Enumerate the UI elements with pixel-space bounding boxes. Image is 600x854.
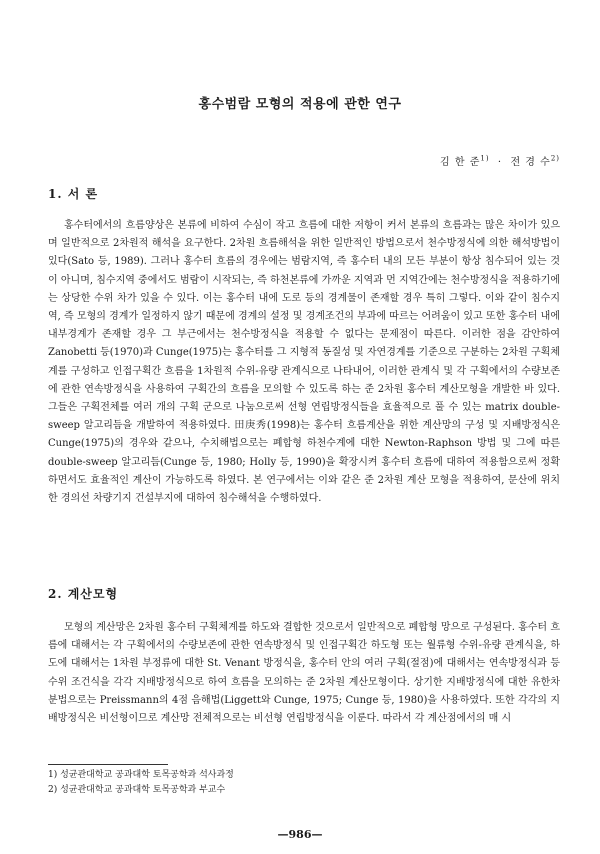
- introduction-text: 홍수터에서의 흐름양상은 본류에 비하여 수심이 작고 흐름에 대한 저항이 커서 본류의 흐름과는 많은 차이가 있으며 일반적으로 2차원적 해석을 요구한다. 2차원 흐름해석을 위한 일반적인 방법으로서 천수방정식에 의한 해석방법이 있다(Sato 등, 1989). 그러나 홍수터 흐름의 경우에는 범람지역, 즉 홍수터 내의 모든 부분이 항상 침수되어 있는 것이 아니며, 침수지역 중에서도 범람이 시작되는, 즉 하천본류에 가까운 지역과 먼 지역간에는 천수방정식을 적용하기에는 상당한 수위 차가 있을 수 있다. 이는 홍수터 내에 도로 등의 경계물이 존재할 경우 특히 그렇다. 이와 같이 침수지역, 즉 모형의 경계가 일정하지 않기 때문에 경계의 설정 및 경계조건의 부과에 따르는 어려움이 있고 또한 홍수터 내에 내부경계가 존재할 경우 그 부근에서는 천수방정식을 적용할 수 없다는 문제점이 따른다. 이러한 점을 감안하여 Zanobetti 등(1970)과 Cunge(1975)는 홍수터를 그 지형적 동질성 및 자연경계를 기준으로 구분하는 2차원 구획체계를 구성하고 인접구획간 흐름을 1차원적 수위-유량 관계식으로 나타내어, 이러한 관계식 및 각 구획에서의 수량보존에 관한 연속방정식을 사용하여 구획간의 흐름을 모의할 수 있도록 하는 준 2차원 홍수터 계산모형을 개발한 바 있다. 그들은 구획전체를 여러 개의 구획 군으로 나눔으로써 선형 연립방정식들을 효율적으로 풀 수 있는 matrix double-sweep 알고리듬을 개발하여 적용하였다. 田庚秀(1998)는 홍수터 흐름계산을 위한 계산망의 구성 및 지배방정식은 Cunge(1975)의 경우와 같으나, 수치해법으로는 폐합형 하천수계에 대한 Newton-Raphson 방법 및 그에 따른 double-sweep 알고리듬(Cunge 등, 1980; Holly 등, 1990)을 확장시켜 홍수터 흐름에 대하여 적용함으로써 정확하면서도 효율적인 계산이 가능하도록 하였다. 본 연구에서는 이와 같은 준 2차원 계산 모형을 적용하여, 문산에 위치한 경의선 차량기지 건설부지에 대하여 침수해석을 수행하였다.: [48, 220, 560, 505]
- section-heading-model: 2. 계산모형: [48, 587, 119, 601]
- footnote-1: 1) 성균관대학교 공과대학 토목공학과 석사과정: [48, 770, 234, 780]
- author-separator: ·: [497, 157, 503, 168]
- page-number: —986—: [277, 828, 323, 841]
- paper-title: 홍수범람 모형의 적용에 관한 연구: [198, 97, 402, 112]
- footnotes: [48, 768, 234, 798]
- section-heading-introduction: 1. 서 론: [48, 187, 99, 201]
- author-line: [440, 153, 560, 168]
- section-introduction-paragraph: [48, 217, 560, 508]
- model-text: 모형의 계산망은 2차원 홍수터 구획체계를 하도와 결합한 것으로서 일반적으로 폐합형 망으로 구성된다. 홍수터 흐름에 대해서는 각 구획에서의 수량보존에 관한 연속방정식 및 인접구획간 하도형 또는 월류형 수위-유량 관계식을, 하도에 대해서는 1차원 부정류에 대한 St. Venant 방정식을, 홍수터 안의 여러 구획(절점)에 대해서는 연속방정식과 등수위 조건식을 각각 지배방정식으로 하여 흐름을 모의하는 준 2차원 계산모형이다. 상기한 지배방정식에 대한 유한차분법으로는 Preissmann의 4점 음해법(Liggett와 Cunge, 1975; Cunge 등, 1980)을 사용하였다. 또한 각각의 지배방정식은 비선형이므로 계산망 전체적으로는 비선형 연립방정식을 이룬다. 따라서 각 계산점에서의 매 시: [48, 622, 560, 725]
- footnote-mark-2: 2): [550, 154, 560, 163]
- footnote-divider: [48, 764, 168, 765]
- footnote-2: 2) 성균관대학교 공과대학 토목공학과 부교수: [48, 785, 226, 795]
- author-name-2: 전 경 수: [510, 157, 551, 168]
- section-model-paragraph: [48, 619, 560, 728]
- author-name-1: 김 한 준: [440, 157, 481, 168]
- footnote-mark-1: 1): [480, 154, 490, 163]
